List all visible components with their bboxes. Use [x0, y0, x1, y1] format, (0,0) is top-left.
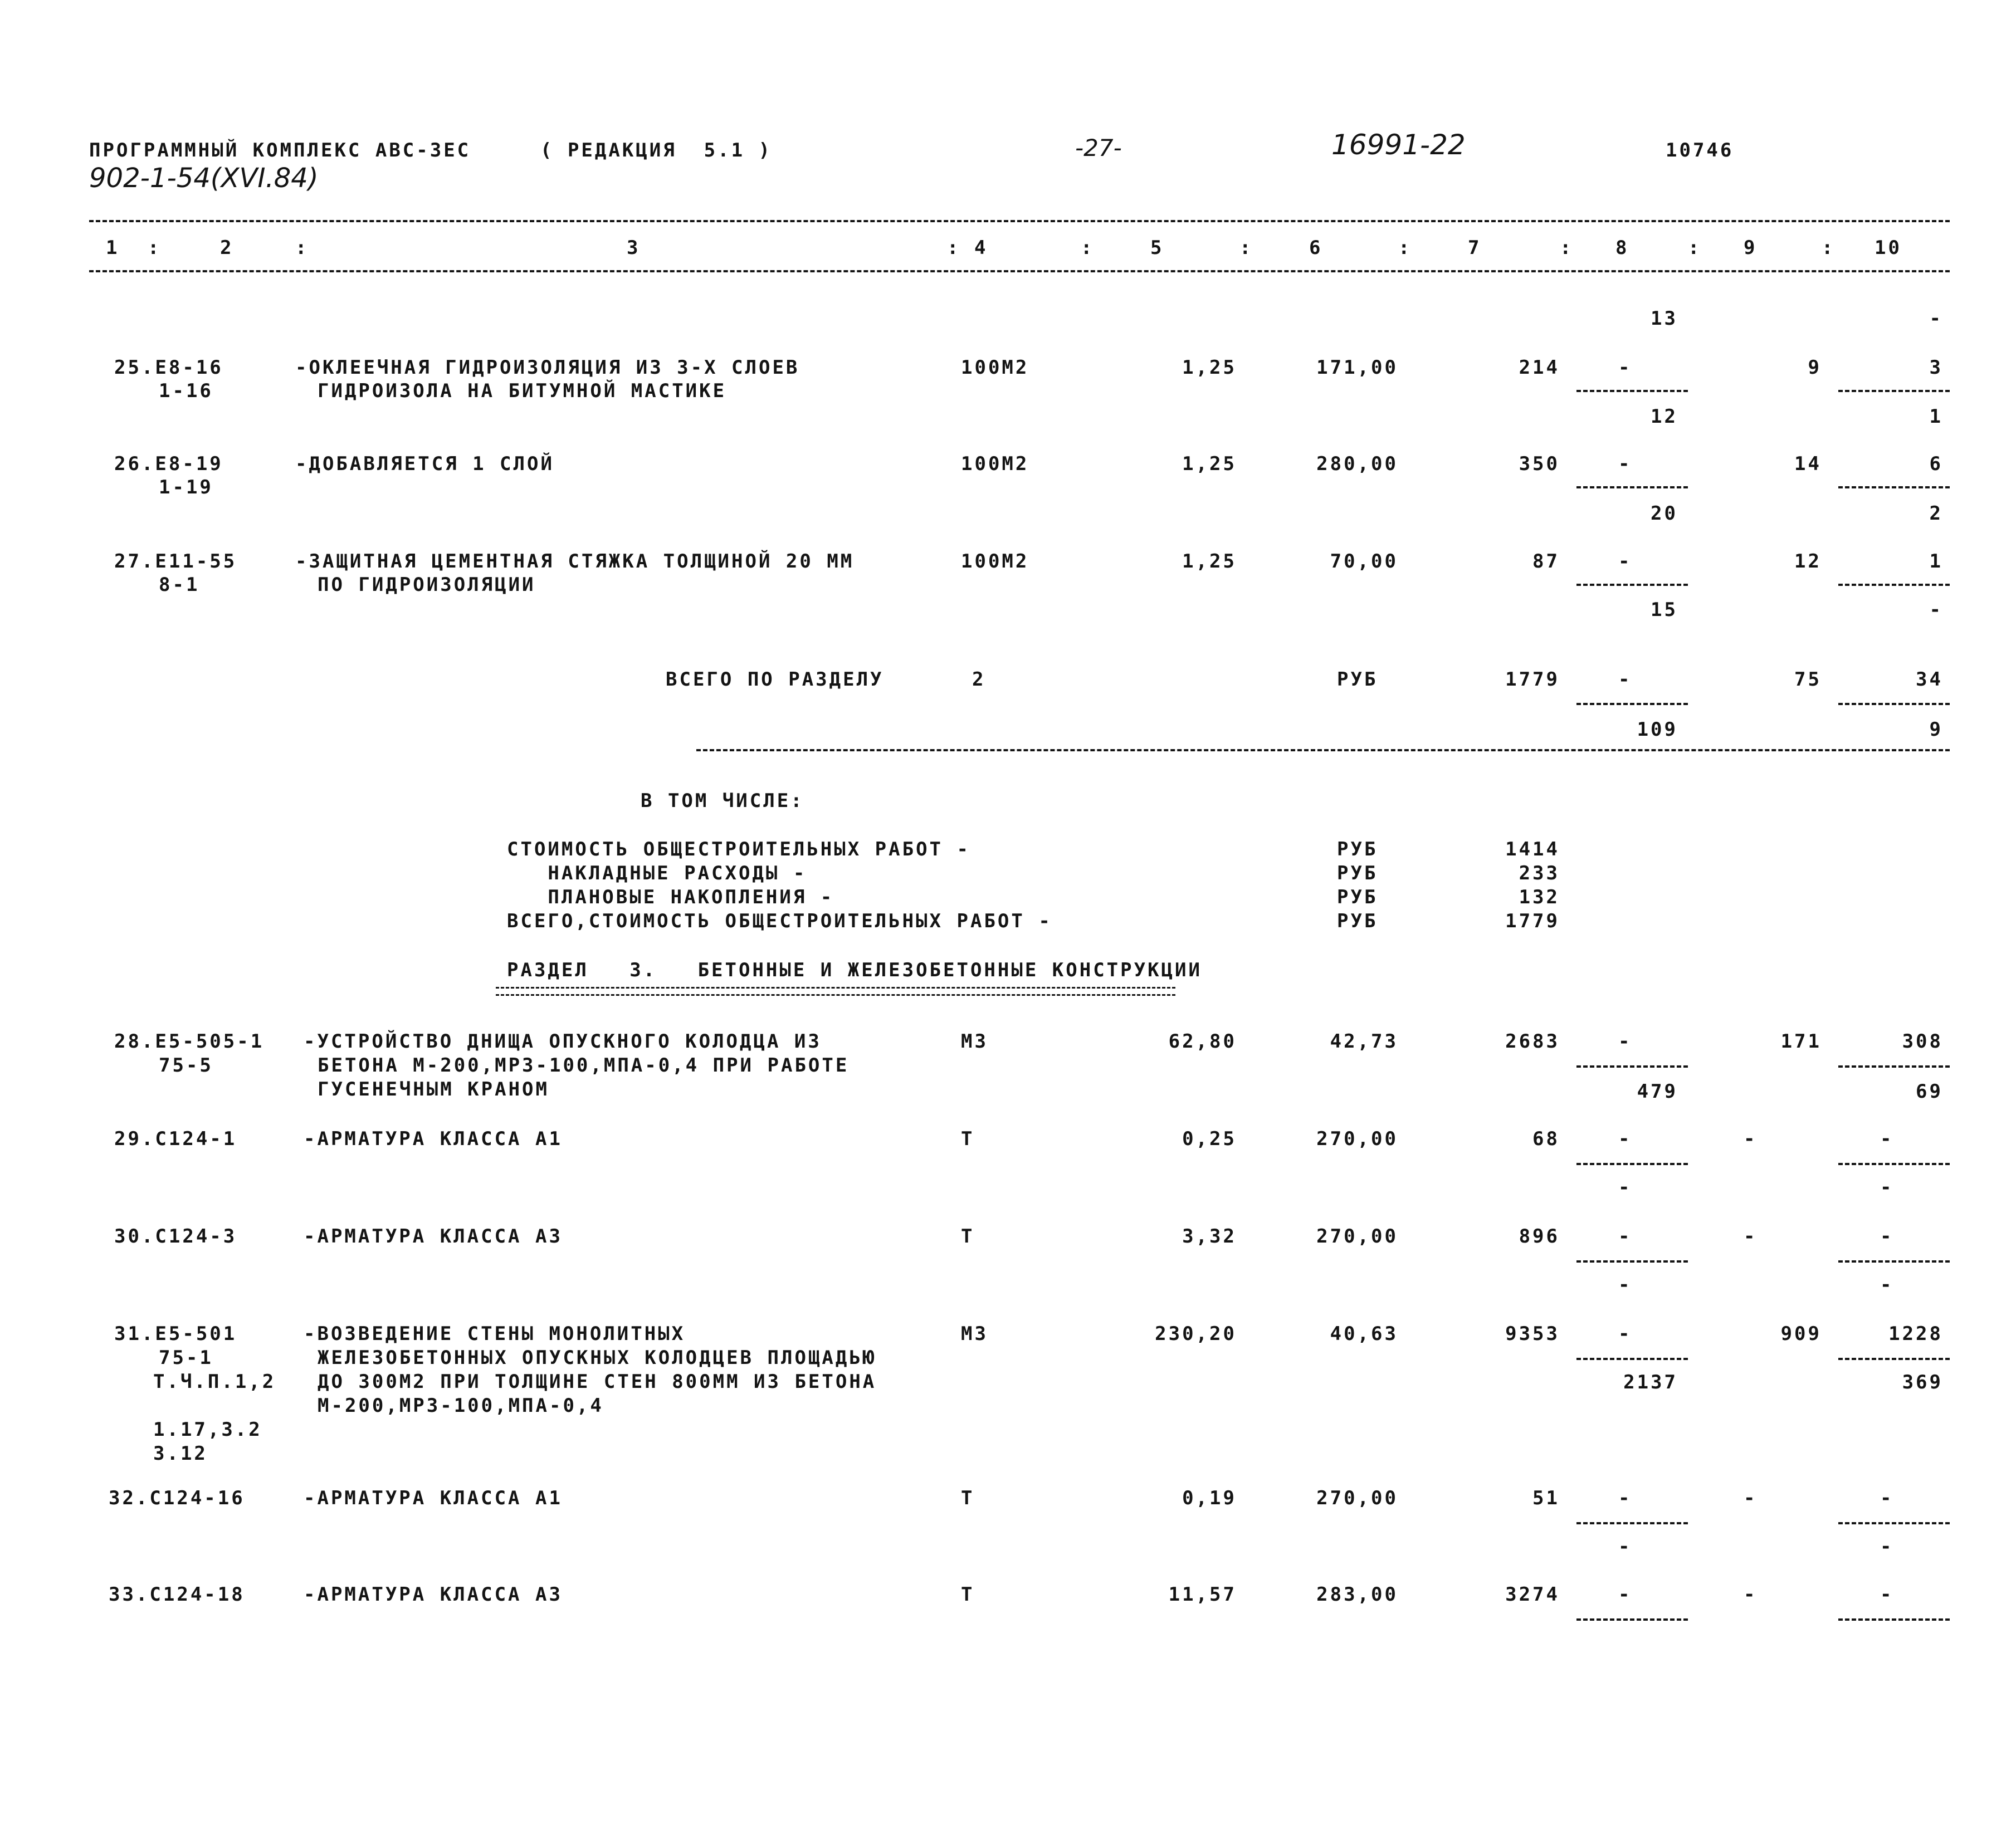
row-unit: 100М2 — [961, 356, 1029, 379]
row-desc: -ОКЛЕЕЧНАЯ ГИДРОИЗОЛЯЦИЯ ИЗ 3-Х СЛОЕВ — [295, 356, 800, 379]
including-item-value: 132 — [1519, 886, 1560, 908]
fraction-rule — [1838, 1522, 1950, 1524]
row-c10-top: - — [1880, 1225, 1894, 1248]
section-total-c9: 75 — [1794, 668, 1822, 691]
row-total: 87 — [1532, 550, 1560, 573]
fraction-rule — [1838, 703, 1950, 705]
row-c8-top: - — [1618, 1128, 1632, 1150]
section-heading: РАЗДЕЛ 3. БЕТОННЫЕ И ЖЕЛЕЗОБЕТОННЫЕ КОНСТРУКЦИИ — [507, 959, 1202, 981]
row-code: 8-1 — [159, 574, 200, 596]
row-desc: -АРМАТУРА КЛАССА А3 — [304, 1583, 563, 1606]
col-4: : 4 — [947, 237, 988, 259]
including-item-unit: РУБ — [1337, 838, 1378, 860]
row-desc: -ЗАЩИТНАЯ ЦЕМЕНТНАЯ СТЯЖКА ТОЛЩИНОЙ 20 ММ — [295, 550, 855, 573]
row-qty: 0,25 — [1182, 1128, 1237, 1150]
section-heading-rule — [496, 987, 1175, 996]
doc-number: 16991-22 — [1331, 129, 1466, 161]
col-sep: : — [1081, 237, 1095, 259]
program-name: ПРОГРАММНЫЙ КОМПЛЕКС АВС-3ЕС — [89, 139, 471, 162]
row-code: Т.Ч.П.1,2 — [153, 1371, 276, 1393]
fraction-rule — [1576, 486, 1688, 488]
col-sep: : — [295, 237, 309, 259]
row-c8-top: - — [1618, 356, 1632, 379]
col-2: 2 — [220, 237, 234, 259]
including-item-label: СТОИМОСТЬ ОБЩЕСТРОИТЕЛЬНЫХ РАБОТ - — [507, 838, 970, 860]
row-total: 214 — [1519, 356, 1560, 379]
row-c8-bottom: - — [1618, 1274, 1632, 1296]
row-code: 1.17,3.2 — [153, 1419, 262, 1441]
including-item-label: ВСЕГО,СТОИМОСТЬ ОБЩЕСТРОИТЕЛЬНЫХ РАБОТ - — [507, 910, 1052, 932]
fraction-rule — [1838, 1065, 1950, 1068]
fraction-rule — [1576, 1065, 1688, 1068]
row-price: 40,63 — [1330, 1323, 1398, 1345]
col-6: 6 — [1309, 237, 1323, 259]
row-c10-bottom: 69 — [1916, 1080, 1943, 1103]
row-c8-top: - — [1618, 1225, 1632, 1248]
row-c9: 171 — [1780, 1030, 1822, 1053]
row-number: 29.С124-1 — [114, 1128, 237, 1150]
row-c8-bottom: - — [1618, 1535, 1632, 1558]
row-desc: М-200,МРЗ-100,МПА-0,4 — [318, 1395, 604, 1417]
row-c9: 12 — [1794, 550, 1822, 573]
row-code: 1-16 — [159, 380, 213, 402]
fraction-rule — [1838, 390, 1950, 392]
including-item-label: НАКЛАДНЫЕ РАСХОДЫ - — [507, 862, 807, 884]
including-item-unit: РУБ — [1337, 886, 1378, 908]
row-unit: 100М2 — [961, 453, 1029, 475]
row-price: 42,73 — [1330, 1030, 1398, 1053]
row-code: 1-19 — [159, 476, 213, 498]
row-desc: ГИДРОИЗОЛА НА БИТУМНОЙ МАСТИКЕ — [318, 380, 727, 402]
row-c10-top: - — [1880, 1583, 1894, 1606]
row-desc: ПО ГИДРОИЗОЛЯЦИИ — [318, 574, 536, 596]
row-total: 2683 — [1505, 1030, 1560, 1053]
row-c8-top: - — [1618, 1323, 1632, 1345]
including-item-value: 1414 — [1505, 838, 1560, 860]
section-total-unit: РУБ — [1337, 668, 1378, 691]
section-total-c10-bottom: 9 — [1929, 718, 1943, 741]
table-top-rule — [89, 220, 1950, 222]
row-c10-bottom: - — [1880, 1274, 1894, 1296]
row-qty: 1,25 — [1182, 453, 1237, 475]
fraction-rule — [1838, 1618, 1950, 1621]
row-c8-top: - — [1618, 453, 1632, 475]
fraction-rule — [1576, 584, 1688, 586]
row-c10-top: 3 — [1929, 356, 1943, 379]
row-c10-top: 308 — [1902, 1030, 1943, 1053]
row-unit: М3 — [961, 1030, 988, 1053]
row-desc: -АРМАТУРА КЛАССА А1 — [304, 1128, 563, 1150]
fraction-rule — [1576, 703, 1688, 705]
fraction-rule — [1576, 390, 1688, 392]
row-c9: 9 — [1808, 356, 1822, 379]
row-unit: Т — [961, 1128, 975, 1150]
row-qty: 1,25 — [1182, 356, 1237, 379]
row-c8-bottom: 2137 — [1623, 1371, 1678, 1393]
row-desc: -ДОБАВЛЯЕТСЯ 1 СЛОЙ — [295, 453, 554, 475]
row-price: 280,00 — [1316, 453, 1398, 475]
row-c9: 14 — [1794, 453, 1822, 475]
row-price: 270,00 — [1316, 1128, 1398, 1150]
row-code: 3.12 — [153, 1442, 208, 1465]
row-c8-top: - — [1618, 550, 1632, 573]
row-total: 68 — [1532, 1128, 1560, 1150]
row-number: 32.С124-16 — [109, 1487, 245, 1509]
row-desc: -УСТРОЙСТВО ДНИЩА ОПУСКНОГО КОЛОДЦА ИЗ — [304, 1030, 822, 1053]
col-sep: : — [1688, 237, 1702, 259]
fraction-rule — [1838, 1358, 1950, 1360]
row-code: 75-5 — [159, 1054, 213, 1077]
row-total: 51 — [1532, 1487, 1560, 1509]
row-c8-bottom: 20 — [1651, 502, 1678, 525]
row-c9: - — [1744, 1225, 1758, 1248]
col-sep: : — [1398, 237, 1412, 259]
section-total-c10-top: 34 — [1916, 668, 1943, 691]
fraction-rule — [1838, 1260, 1950, 1263]
row-desc: ДО 300М2 ПРИ ТОЛЩИНЕ СТЕН 800ММ ИЗ БЕТОНА — [318, 1371, 877, 1393]
row-qty: 11,57 — [1168, 1583, 1237, 1606]
doc-code: 10746 — [1666, 139, 1734, 162]
row-desc: ГУСЕНЕЧНЫМ КРАНОМ — [318, 1078, 549, 1101]
row-c9: 909 — [1780, 1323, 1822, 1345]
row-c8-bottom: - — [1618, 1176, 1632, 1199]
row-number: 25.Е8-16 — [114, 356, 223, 379]
row-number: 30.С124-3 — [114, 1225, 237, 1248]
row-price: 270,00 — [1316, 1487, 1398, 1509]
row-price: 70,00 — [1330, 550, 1398, 573]
row-c10-top: - — [1880, 1128, 1894, 1150]
row-c9: - — [1744, 1583, 1758, 1606]
row-c10-bottom: 369 — [1902, 1371, 1943, 1393]
fraction-rule — [1576, 1358, 1688, 1360]
row-desc: -ВОЗВЕДЕНИЕ СТЕНЫ МОНОЛИТНЫХ — [304, 1323, 686, 1345]
row-c8-bottom: 15 — [1651, 599, 1678, 621]
total-rule — [696, 749, 1950, 751]
row-total: 9353 — [1505, 1323, 1560, 1345]
row-unit: М3 — [961, 1323, 988, 1345]
row-c8-top: - — [1618, 1030, 1632, 1053]
section-total-label: ВСЕГО ПО РАЗДЕЛУ — [666, 668, 884, 691]
row-unit: Т — [961, 1487, 975, 1509]
row-c8-bottom: 12 — [1651, 405, 1678, 428]
fraction-rule — [1576, 1260, 1688, 1263]
including-item-label: ПЛАНОВЫЕ НАКОПЛЕНИЯ - — [507, 886, 834, 908]
col-10: 10 — [1875, 237, 1902, 259]
row-desc: БЕТОНА М-200,МРЗ-100,МПА-0,4 ПРИ РАБОТЕ — [318, 1054, 850, 1077]
row-c10-top: 6 — [1929, 453, 1943, 475]
col-sep: : — [1239, 237, 1253, 259]
fraction-rule — [1838, 486, 1950, 488]
section-total-number: 2 — [972, 668, 986, 691]
col-7: 7 — [1468, 237, 1482, 259]
col-sep: : — [1822, 237, 1836, 259]
row-c8-top: - — [1618, 1487, 1632, 1509]
row-unit: Т — [961, 1225, 975, 1248]
row-number: 28.Е5-505-1 — [114, 1030, 265, 1053]
fraction-rule — [1576, 1163, 1688, 1165]
fraction-rule — [1838, 584, 1950, 586]
row-total: 3274 — [1505, 1583, 1560, 1606]
row-unit: 100М2 — [961, 550, 1029, 573]
row-c10-bottom: - — [1929, 599, 1943, 621]
row-number: 26.Е8-19 — [114, 453, 223, 475]
edition: ( РЕДАКЦИЯ 5.1 ) — [540, 139, 772, 162]
row-desc: ЖЕЛЕЗОБЕТОННЫХ ОПУСКНЫХ КОЛОДЦЕВ ПЛОЩАДЬЮ — [318, 1347, 877, 1369]
section-total-value: 1779 — [1505, 668, 1560, 691]
row-c8-top: - — [1618, 1583, 1632, 1606]
row-price: 283,00 — [1316, 1583, 1398, 1606]
col-5: 5 — [1150, 237, 1164, 259]
row-c9: - — [1744, 1487, 1758, 1509]
row-desc: -АРМАТУРА КЛАССА А1 — [304, 1487, 563, 1509]
including-item-value: 1779 — [1505, 910, 1560, 932]
row-c10-bottom: 2 — [1929, 502, 1943, 525]
col-sep: : — [1560, 237, 1574, 259]
row-desc: -АРМАТУРА КЛАССА А3 — [304, 1225, 563, 1248]
row-qty: 1,25 — [1182, 550, 1237, 573]
row-qty: 3,32 — [1182, 1225, 1237, 1248]
section-total-c8-top: - — [1618, 668, 1632, 691]
including-item-unit: РУБ — [1337, 862, 1378, 884]
fraction-rule — [1576, 1618, 1688, 1621]
row-total: 896 — [1519, 1225, 1560, 1248]
including-item-unit: РУБ — [1337, 910, 1378, 932]
fraction-rule — [1838, 1163, 1950, 1165]
row-total: 350 — [1519, 453, 1560, 475]
row-code: 75-1 — [159, 1347, 213, 1369]
row-price: 171,00 — [1316, 356, 1398, 379]
col-1: 1 — [106, 237, 120, 259]
row-c8-bottom: 479 — [1637, 1080, 1678, 1103]
including-title: В ТОМ ЧИСЛЕ: — [641, 790, 804, 812]
row-number: 33.С124-18 — [109, 1583, 245, 1606]
row-qty: 230,20 — [1155, 1323, 1237, 1345]
row-c10-bottom: 1 — [1929, 405, 1943, 428]
row-c9: - — [1744, 1128, 1758, 1150]
row-c10-top: 1228 — [1888, 1323, 1943, 1345]
table-header-rule — [89, 270, 1950, 272]
col-3: 3 — [627, 237, 641, 259]
row-c10-top: 1 — [1929, 550, 1943, 573]
col-9: 9 — [1744, 237, 1758, 259]
carry-c10: - — [1929, 307, 1943, 330]
row-price: 270,00 — [1316, 1225, 1398, 1248]
row-c10-bottom: - — [1880, 1176, 1894, 1199]
page-number: -27- — [1075, 134, 1122, 162]
row-c10-bottom: - — [1880, 1535, 1894, 1558]
project-code: 902-1-54(XVI.84) — [89, 163, 319, 194]
row-qty: 0,19 — [1182, 1487, 1237, 1509]
col-sep: : — [148, 237, 162, 259]
fraction-rule — [1576, 1522, 1688, 1524]
row-number: 31.Е5-501 — [114, 1323, 237, 1345]
row-number: 27.Е11-55 — [114, 550, 237, 573]
row-c10-top: - — [1880, 1487, 1894, 1509]
carry-c8: 13 — [1651, 307, 1678, 330]
col-8: 8 — [1615, 237, 1629, 259]
section-total-c8-bottom: 109 — [1637, 718, 1678, 741]
including-item-value: 233 — [1519, 862, 1560, 884]
row-unit: Т — [961, 1583, 975, 1606]
row-qty: 62,80 — [1168, 1030, 1237, 1053]
